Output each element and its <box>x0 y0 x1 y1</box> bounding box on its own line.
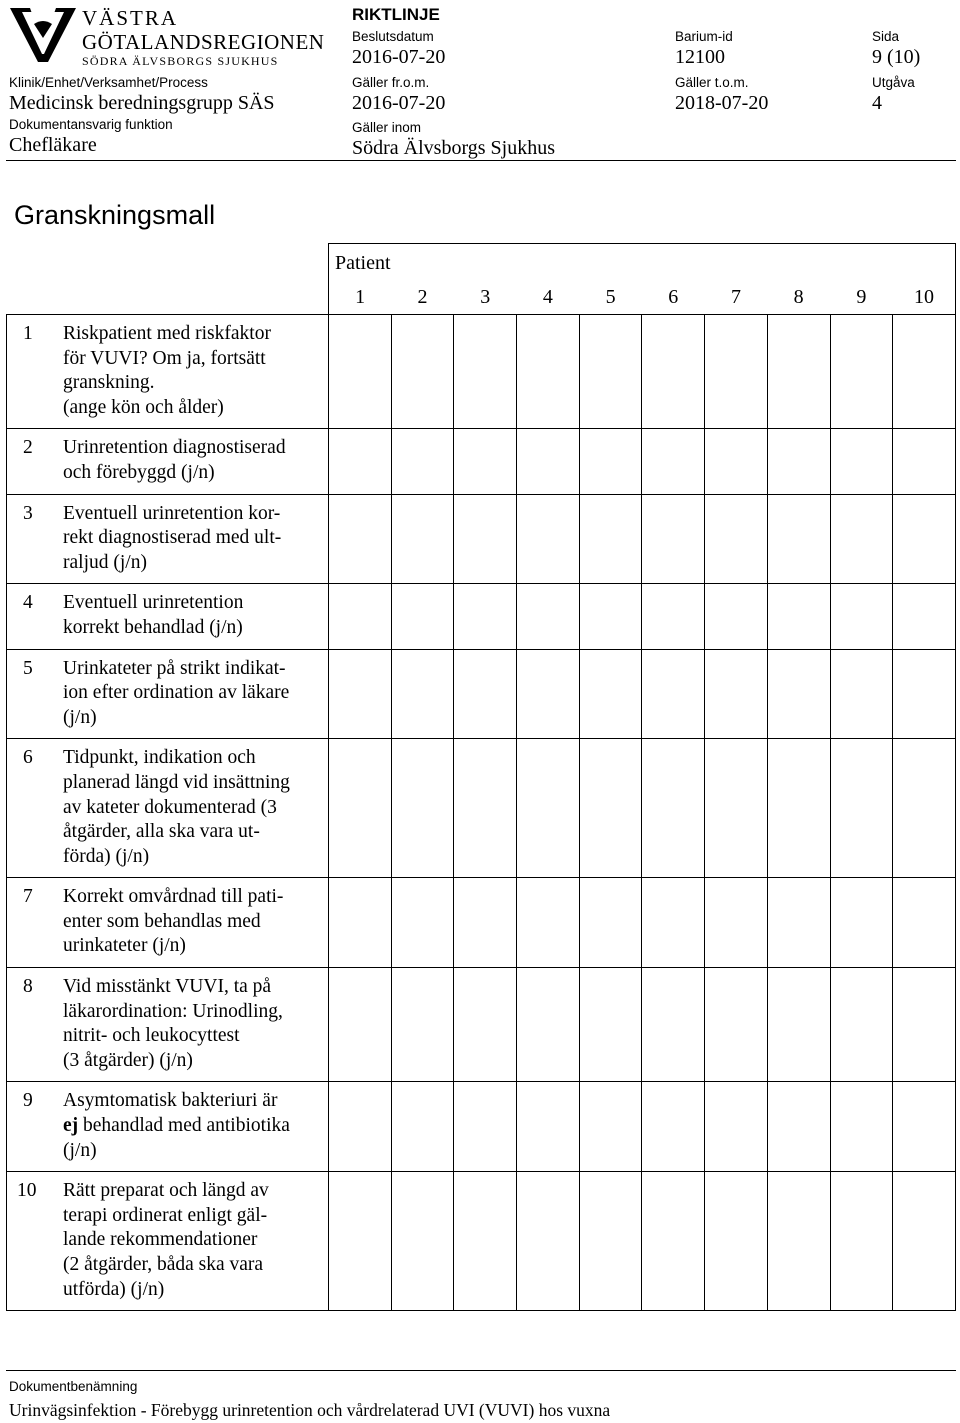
patient-answer-cell[interactable] <box>705 1172 768 1311</box>
patient-number: 4 <box>542 286 553 308</box>
patient-answer-cell[interactable] <box>454 649 517 739</box>
criterion-number: 2 <box>23 437 33 459</box>
criteria-row <box>7 968 956 1082</box>
criterion-text: Urinretention diagnostiserad och förebyggd (j/n) <box>63 437 286 483</box>
criterion-number: 4 <box>23 592 33 614</box>
logo-line-1: VÄSTRA <box>82 6 179 30</box>
patient-number: 3 <box>480 286 491 308</box>
patient-answer-cell[interactable] <box>642 649 705 739</box>
footer-label: Dokumentbenämning <box>9 1379 138 1394</box>
patient-answer-cell[interactable] <box>705 315 768 429</box>
patient-header-row <box>7 244 956 281</box>
patient-answer-cell[interactable] <box>329 1082 392 1172</box>
patient-answer-cell[interactable] <box>642 584 705 649</box>
patient-answer-cell[interactable] <box>454 494 517 584</box>
patient-number-cell <box>705 280 768 315</box>
patient-answer-cell[interactable] <box>329 494 392 584</box>
patient-answer-cell[interactable] <box>579 315 642 429</box>
patient-answer-cell[interactable] <box>329 429 392 494</box>
patient-answer-cell[interactable] <box>642 429 705 494</box>
patient-answer-cell[interactable] <box>705 429 768 494</box>
patient-number-cell <box>642 280 705 315</box>
decision-date-label: Beslutsdatum <box>352 29 434 44</box>
patient-answer-cell[interactable] <box>391 1172 454 1311</box>
patient-answer-cell[interactable] <box>579 429 642 494</box>
decision-date-value: 2016-07-20 <box>352 46 446 68</box>
blank-corner <box>7 244 329 315</box>
patient-number: 6 <box>668 286 679 308</box>
patient-answer-cell[interactable] <box>454 1172 517 1311</box>
patient-answer-cell[interactable] <box>767 968 830 1082</box>
patient-header-label: Patient <box>335 252 391 274</box>
patient-answer-cell[interactable] <box>454 315 517 429</box>
criteria-row <box>7 494 956 584</box>
patient-answer-cell[interactable] <box>579 494 642 584</box>
patient-answer-cell[interactable] <box>391 878 454 968</box>
patient-answer-cell[interactable] <box>579 1172 642 1311</box>
criterion-text-part: behandlad med antibiotika (j/n) <box>63 1115 290 1161</box>
patient-answer-cell[interactable] <box>767 649 830 739</box>
criterion-cell <box>7 649 329 739</box>
patient-answer-cell[interactable] <box>767 315 830 429</box>
patient-answer-cell[interactable] <box>893 494 956 584</box>
valid-from-value: 2016-07-20 <box>352 92 446 114</box>
patient-answer-cell[interactable] <box>642 1172 705 1311</box>
patient-answer-cell[interactable] <box>642 878 705 968</box>
criterion-number: 6 <box>23 747 33 769</box>
patient-answer-cell[interactable] <box>893 429 956 494</box>
barium-id-label: Barium-id <box>675 29 733 44</box>
patient-answer-cell[interactable] <box>767 739 830 878</box>
patient-answer-cell[interactable] <box>329 584 392 649</box>
criterion-cell <box>7 1082 329 1172</box>
patient-answer-cell[interactable] <box>767 1082 830 1172</box>
footer-document-name: Urinvägsinfektion - Förebygg urinretention och vårdrelaterad UVI (VUVI) hos vuxna <box>9 1400 611 1420</box>
patient-answer-cell[interactable] <box>830 1172 893 1311</box>
page-value: 9 (10) <box>872 46 921 68</box>
criterion-number: 5 <box>23 657 33 679</box>
patient-answer-cell[interactable] <box>705 878 768 968</box>
patient-answer-cell[interactable] <box>517 1172 580 1311</box>
valid-to-value: 2018-07-20 <box>675 92 769 114</box>
patient-answer-cell[interactable] <box>391 649 454 739</box>
patient-answer-cell[interactable] <box>517 878 580 968</box>
patient-answer-cell[interactable] <box>454 739 517 878</box>
patient-answer-cell[interactable] <box>830 584 893 649</box>
criterion-cell <box>7 878 329 968</box>
criterion-number: 1 <box>23 323 33 344</box>
criterion-number: 9 <box>23 1090 33 1112</box>
logo-line-3: SÖDRA ÄLVSBORGS SJUKHUS <box>82 54 279 68</box>
criterion-text: Urinkateter på strikt indikat- ion efter ordination av läkare (j/n) <box>63 657 290 728</box>
patient-answer-cell[interactable] <box>391 494 454 584</box>
patient-number-cell <box>391 280 454 315</box>
patient-answer-cell[interactable] <box>767 584 830 649</box>
criterion-cell <box>7 739 329 878</box>
patient-answer-cell[interactable] <box>642 315 705 429</box>
patient-answer-cell[interactable] <box>517 649 580 739</box>
patient-answer-cell[interactable] <box>454 878 517 968</box>
patient-answer-cell[interactable] <box>830 878 893 968</box>
patient-answer-cell[interactable] <box>579 739 642 878</box>
criteria-row <box>7 584 956 649</box>
scope-value: Södra Älvsborgs Sjukhus <box>352 137 555 159</box>
criterion-number: 7 <box>23 886 33 908</box>
patient-answer-cell[interactable] <box>454 1082 517 1172</box>
patient-answer-cell[interactable] <box>830 649 893 739</box>
patient-answer-cell[interactable] <box>767 494 830 584</box>
document-type: RIKTLINJE <box>352 5 440 24</box>
patient-number: 5 <box>605 286 616 308</box>
patient-answer-cell[interactable] <box>893 878 956 968</box>
patient-answer-cell[interactable] <box>329 315 392 429</box>
patient-answer-cell[interactable] <box>893 649 956 739</box>
patient-answer-cell[interactable] <box>391 739 454 878</box>
responsible-value: Chefläkare <box>9 134 97 156</box>
unit-label: Klinik/Enhet/Verksamhet/Process <box>9 75 208 90</box>
patient-answer-cell[interactable] <box>705 1082 768 1172</box>
patient-number-cell <box>329 280 392 315</box>
patient-answer-cell[interactable] <box>705 739 768 878</box>
criterion-number: 3 <box>23 502 33 524</box>
patient-answer-cell[interactable] <box>767 429 830 494</box>
criterion-text <box>63 1089 290 1163</box>
patient-number-cell <box>517 280 580 315</box>
patient-answer-cell[interactable] <box>517 429 580 494</box>
valid-to-label: Gäller t.o.m. <box>675 75 749 90</box>
responsible-label: Dokumentansvarig funktion <box>9 117 173 132</box>
criterion-text: Eventuell urinretention kor- rekt diagnostiserad med ult- raljud (j/n) <box>63 502 282 573</box>
org-logo <box>8 4 328 70</box>
patient-answer-cell[interactable] <box>579 649 642 739</box>
patient-answer-cell[interactable] <box>329 649 392 739</box>
criteria-row <box>7 315 956 429</box>
criterion-text: Rätt preparat och längd av terapi ordinerat enligt gäl- lande rekommendationer (2 åtgärder, båda ska vara utförda) (j/n) <box>63 1180 269 1300</box>
criteria-row <box>7 878 956 968</box>
patient-answer-cell[interactable] <box>830 315 893 429</box>
patient-number: 1 <box>355 286 366 308</box>
patient-answer-cell[interactable] <box>893 739 956 878</box>
review-table <box>6 243 956 1311</box>
edition-label: Utgåva <box>872 75 915 90</box>
criterion-cell <box>7 1172 329 1311</box>
criteria-row <box>7 1082 956 1172</box>
criterion-text-emphasis: ej <box>63 1115 79 1137</box>
criterion-number: 10 <box>17 1180 37 1202</box>
criterion-cell <box>7 584 329 649</box>
patient-number-cell <box>579 280 642 315</box>
patient-answer-cell[interactable] <box>642 1082 705 1172</box>
criterion-text-part: Asymtomatisk bakteriuri är <box>63 1090 278 1112</box>
patient-answer-cell[interactable] <box>391 584 454 649</box>
footer-divider <box>6 1370 956 1371</box>
patient-answer-cell[interactable] <box>454 584 517 649</box>
criterion-text: Riskpatient med riskfaktor för VUVI? Om ja, fortsätt granskning. (ange kön och ålder) <box>63 323 271 418</box>
patient-answer-cell[interactable] <box>830 968 893 1082</box>
patient-answer-cell[interactable] <box>830 739 893 878</box>
patient-answer-cell[interactable] <box>329 878 392 968</box>
patient-answer-cell[interactable] <box>705 649 768 739</box>
patient-answer-cell[interactable] <box>391 968 454 1082</box>
patient-answer-cell[interactable] <box>705 968 768 1082</box>
barium-id-value: 12100 <box>675 46 725 68</box>
patient-answer-cell[interactable] <box>642 968 705 1082</box>
patient-answer-cell[interactable] <box>329 739 392 878</box>
patient-answer-cell[interactable] <box>454 968 517 1082</box>
patient-number: 7 <box>730 286 741 308</box>
criterion-cell <box>7 429 329 494</box>
logo-line-2: GÖTALANDSREGIONEN <box>82 30 325 54</box>
patient-answer-cell[interactable] <box>517 315 580 429</box>
patient-number-cell <box>830 280 893 315</box>
valid-from-label: Gäller fr.o.m. <box>352 75 430 90</box>
patient-answer-cell[interactable] <box>705 584 768 649</box>
patient-answer-cell[interactable] <box>893 584 956 649</box>
patient-answer-cell[interactable] <box>517 494 580 584</box>
patient-number-cell <box>454 280 517 315</box>
criteria-row <box>7 1172 956 1311</box>
patient-answer-cell[interactable] <box>517 584 580 649</box>
edition-value: 4 <box>872 92 882 114</box>
region-emblem-icon <box>8 4 78 66</box>
patient-answer-cell[interactable] <box>391 315 454 429</box>
unit-value: Medicinsk beredningsgrupp SÄS <box>9 92 275 114</box>
patient-answer-cell[interactable] <box>579 1082 642 1172</box>
patient-answer-cell[interactable] <box>830 494 893 584</box>
patient-number: 2 <box>417 286 428 308</box>
patient-answer-cell[interactable] <box>642 494 705 584</box>
criterion-text: Vid misstänkt VUVI, ta på läkarordination: Urinodling, nitrit- och leukocyttest (3 åtgärder) (j/n) <box>63 976 283 1071</box>
patient-answer-cell[interactable] <box>579 584 642 649</box>
page-title: Granskningsmall <box>14 200 216 230</box>
patient-answer-cell[interactable] <box>705 494 768 584</box>
patient-answer-cell[interactable] <box>893 315 956 429</box>
criteria-row <box>7 429 956 494</box>
criterion-text: Tidpunkt, indikation och planerad längd vid insättning av kateter dokumenterad (3 åtgärder, alla ska vara ut- förda) (j/n) <box>63 747 290 867</box>
patient-answer-cell[interactable] <box>579 878 642 968</box>
patient-answer-cell[interactable] <box>642 739 705 878</box>
page-label: Sida <box>872 29 900 44</box>
patient-header <box>329 244 956 281</box>
patient-answer-cell[interactable] <box>517 739 580 878</box>
patient-answer-cell[interactable] <box>767 1172 830 1311</box>
scope-label: Gäller inom <box>352 120 422 135</box>
patient-answer-cell[interactable] <box>893 968 956 1082</box>
patient-answer-cell[interactable] <box>517 968 580 1082</box>
patient-answer-cell[interactable] <box>517 1082 580 1172</box>
criteria-row <box>7 649 956 739</box>
criterion-cell <box>7 315 329 429</box>
patient-answer-cell[interactable] <box>830 1082 893 1172</box>
patient-number-cell <box>893 280 956 315</box>
header-divider <box>6 160 956 161</box>
criteria-row <box>7 739 956 878</box>
patient-number-cell <box>767 280 830 315</box>
criterion-text: Korrekt omvårdnad till pati- enter som behandlas med urinkateter (j/n) <box>63 886 284 957</box>
criterion-cell <box>7 494 329 584</box>
patient-answer-cell[interactable] <box>391 1082 454 1172</box>
patient-answer-cell[interactable] <box>329 1172 392 1311</box>
patient-number: 9 <box>856 286 867 308</box>
criterion-text: Eventuell urinretention korrekt behandlad (j/n) <box>63 592 244 638</box>
patient-number: 8 <box>793 286 804 308</box>
criterion-cell <box>7 968 329 1082</box>
patient-answer-cell[interactable] <box>454 429 517 494</box>
patient-answer-cell[interactable] <box>329 968 392 1082</box>
patient-number: 10 <box>913 286 934 308</box>
patient-answer-cell[interactable] <box>893 1172 956 1311</box>
patient-answer-cell[interactable] <box>579 968 642 1082</box>
criterion-number: 8 <box>23 976 33 998</box>
patient-answer-cell[interactable] <box>893 1082 956 1172</box>
patient-answer-cell[interactable] <box>767 878 830 968</box>
patient-answer-cell[interactable] <box>391 429 454 494</box>
patient-answer-cell[interactable] <box>830 429 893 494</box>
